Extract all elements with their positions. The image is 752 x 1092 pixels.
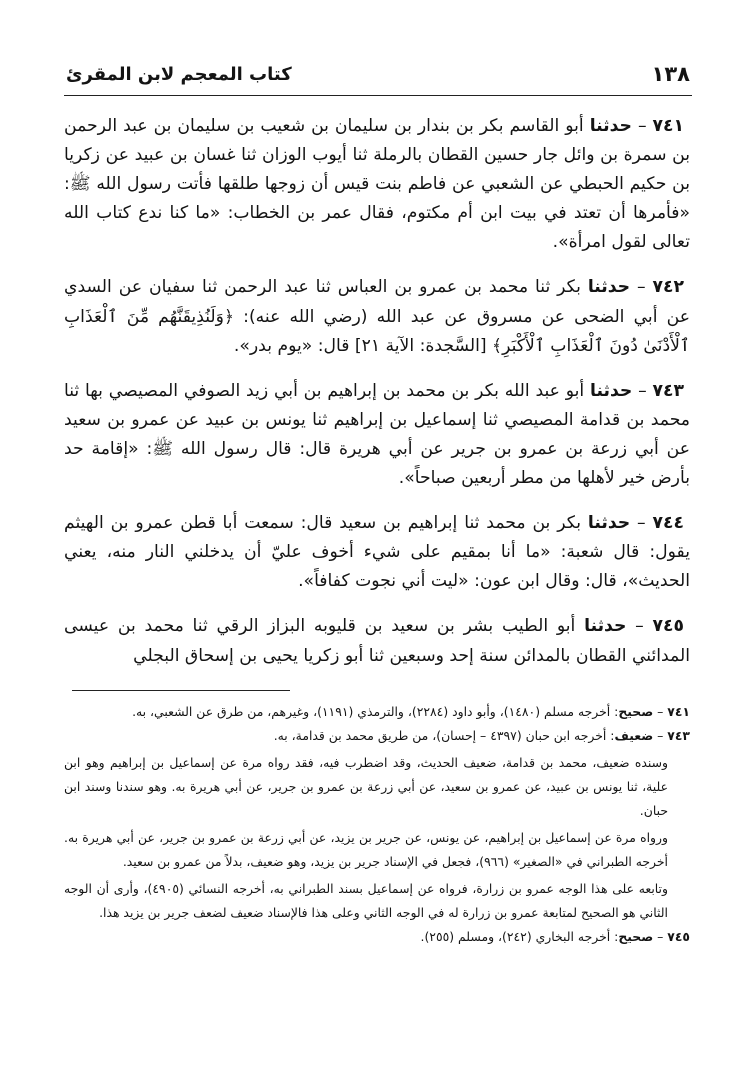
hadith-keyword: حدثنا [584,616,627,637]
footnote-paragraph: وسنده ضعيف، محمد بن قدامة، ضعيف الحديث، وقد اضطرب فيه، فقد رواه مرة عن إسماعيل بن إبراهيم وهو ابن علية، ثنا يونس بن عبيد، عن عمرو بن سعيد، عن أبي زرعة بن عمرو بن جرير، عن أبي هريرة به. وهو سندنا وسند ابن حبان. [64,755,668,818]
hadith-keyword: حدثنا [590,380,633,401]
hadith-keyword: حدثنا [587,277,631,298]
footnote-grade: صحيح [618,929,654,944]
footnote-separator [72,690,290,691]
footnote-grade: ضعيف [614,728,654,743]
footnote-745: ٧٤٥ – صحيح: أخرجه البخاري (٢٤٢)، ومسلم (٢٥٥). [420,929,690,944]
hadith-745: ٧٤٥ – حدثنا أبو الطيب بشر بن سعيد بن قليوبه البزاز الرقي ثنا محمد بن عيسى المدائني القطان بالمدائن سنة إحد وسبعين ثنا أبو زكريا يحيى بن إسحاق البجلي [64,616,690,666]
hadith-keyword: حدثنا [587,513,631,534]
hadith-741: ٧٤١ – حدثنا أبو القاسم بكر بن بندار بن سليمان بن شعيب بن سليمان بن عبد الرحمن بن سمرة بن وائل جار حسين القطان بالرملة ثنا أيوب الوزان ثنا غسان بن عبيد عن زكريا بن حكيم الحبطي عن الشعبي عن فاطم بنت قيس أن زوجها طلقها فأتت رسول الله ﷺ: «فأمرها أن تعتد في بيت ابن أم مكتوم، فقال عمر بن الخطاب: «ما كنا ندع كتاب الله تعالى لقول امرأة». [64,116,690,253]
header-rule [64,95,692,96]
hadith-number: ٧٤١ [652,116,685,136]
hadith-text: أبو عبد الله بكر بن محمد بن إبراهيم بن أبي زيد الصوفي المصيصي بها ثنا محمد بن قدامة المصيصي ثنا إسماعيل بن إبراهيم ثنا يونس بن عبيد عن عمرو بن سعيد عن أبي زرعة بن عمرو بن جرير عن أبي هريرة قال: قال رسول الله ﷺ: «إقامة حد بأرض خير لأهلها من مطر أربعين صباحاً». [64,380,690,489]
footnote-number: ٧٤٣ [667,728,690,743]
hadith-text: أبو القاسم بكر بن بندار بن سليمان بن شعيب بن سليمان بن عبد الرحمن بن سمرة بن وائل جار حسين القطان بالرملة ثنا أيوب الوزان ثنا غسان بن عبيد عن زكريا بن حكيم الحبطي عن الشعبي عن فاطم بنت قيس أن زوجها طلقها فأتت رسول الله ﷺ: «فأمرها أن تعتد في بيت ابن أم مكتوم، فقال عمر بن الخطاب: «ما كنا ندع كتاب الله تعالى لقول امرأة». [64,116,690,253]
hadith-744: ٧٤٤ – حدثنا بكر بن محمد ثنا إبراهيم بن سعيد قال: سمعت أبا قطن عمرو بن الهيثم يقول: قال شعبة: «ما أنا بمقيم على شيء أخوف عليّ أن يدخلني النار منه، يعني الحديث»، قال: وقال ابن عون: «ليت أني نجوت كفافاً». [64,513,690,592]
running-header [64,58,692,92]
hadith-text: بكر ثنا محمد بن عمرو بن العباس ثنا عبد الرحمن ثنا سفيان عن السدي عن أبي الضحى عن مسروق عن عبد الله (رضي الله عنه): ﴿وَلَنُذِيقَنَّهُم مِّنَ ٱلْعَذَابِ ٱلْأَدْنَىٰ دُونَ ٱلْعَذَابِ ٱلْأَكْبَرِ﴾ [السَّجدة: الآية ٢١] قال: «يوم بدر». [64,277,690,356]
hadith-743: ٧٤٣ – حدثنا أبو عبد الله بكر بن محمد بن إبراهيم بن أبي زيد الصوفي المصيصي بها ثنا محمد بن قدامة المصيصي ثنا إسماعيل بن إبراهيم ثنا يونس بن عبيد عن عمرو بن سعيد عن أبي زرعة بن عمرو بن جرير عن أبي هريرة قال: قال رسول الله ﷺ: «إقامة حد بأرض خير لأهلها من مطر أربعين صباحاً». [64,380,690,489]
hadith-number: ٧٤٢ [652,277,684,298]
hadith-742: ٧٤٢ – حدثنا بكر ثنا محمد بن عمرو بن العباس ثنا عبد الرحمن ثنا سفيان عن السدي عن أبي الضحى عن مسروق عن عبد الله (رضي الله عنه): ﴿وَلَنُذِيقَنَّهُم مِّنَ ٱلْعَذَابِ ٱلْأَدْنَىٰ دُونَ ٱلْعَذَابِ ٱلْأَكْبَرِ﴾ [السَّجدة: الآية ٢١] قال: «يوم بدر». [64,277,690,356]
hadith-number: ٧٤٥ [652,616,685,637]
footnote-741: ٧٤١ – صحيح: أخرجه مسلم (١٤٨٠)، وأبو داود (٢٢٨٤)، والترمذي (١١٩١)، وغيرهم، من طرق عن الشعبي، به. [132,704,690,719]
footnote-paragraph: وتابعه على هذا الوجه عمرو بن زرارة، فرواه عن إسماعيل بسند الطبراني به، أخرجه النسائي (٤٩٠٥)، وأرى أن الوجه الثاني هو الصحيح لمتابعة عمرو بن زرارة له في الوجه الثاني وعلى هذا فالإسناد ضعيف لضعف جرير بن يزيد هذا. [64,881,668,920]
footnote-number: ٧٤٥ [667,929,690,944]
footnote-text: أخرجه مسلم (١٤٨٠)، وأبو داود (٢٢٨٤)، والترمذي (١١٩١)، وغيرهم، من طرق عن الشعبي، به. [132,704,611,719]
hadith-text: بكر بن محمد ثنا إبراهيم بن سعيد قال: سمعت أبا قطن عمرو بن الهيثم يقول: قال شعبة: «ما أنا بمقيم على شيء أخوف عليّ أن يدخلني النار منه، يعني الحديث»، قال: وقال ابن عون: «ليت أني نجوت كفافاً». [64,513,690,592]
book-title: كتاب المعجم لابن المقرئ [66,64,292,85]
hadith-text: أبو الطيب بشر بن سعيد بن قليوبه البزاز الرقي ثنا محمد بن عيسى المدائني القطان بالمدائن سنة إحد وسبعين ثنا أبو زكريا يحيى بن إسحاق البجلي [64,616,690,666]
footnote-text: أخرجه البخاري (٢٤٢)، ومسلم (٢٥٥). [420,929,611,944]
page-number: ١٣٨ [651,62,690,86]
hadith-keyword: حدثنا [589,116,632,136]
footnote-number: ٧٤١ [667,704,690,719]
hadith-number: ٧٤٤ [652,513,685,534]
footnote-paragraph: ورواه مرة عن إسماعيل بن إبراهيم، عن يونس، عن جرير بن يزيد، عن أبي زرعة بن عمرو بن جرير، عن أبي هريرة به. أخرجه الطبراني في «الصغير» (٩٦٦)، فجعل في الإسناد جرير بن يزيد، وهو ضعيف، بدلاً من عمرو بن سعيد. [64,830,668,869]
footnotes [64,700,690,949]
hadith-number: ٧٤٣ [652,380,684,401]
footnote-grade: صحيح [618,704,654,719]
main-text [64,112,690,687]
footnote-text: أخرجه ابن حبان (٤٣٩٧ – إحسان)، من طريق محمد بن قدامة، به. [273,728,607,743]
footnote-743: ٧٤٣ – ضعيف: أخرجه ابن حبان (٤٣٩٧ – إحسان)، من طريق محمد بن قدامة، به. [273,728,690,743]
